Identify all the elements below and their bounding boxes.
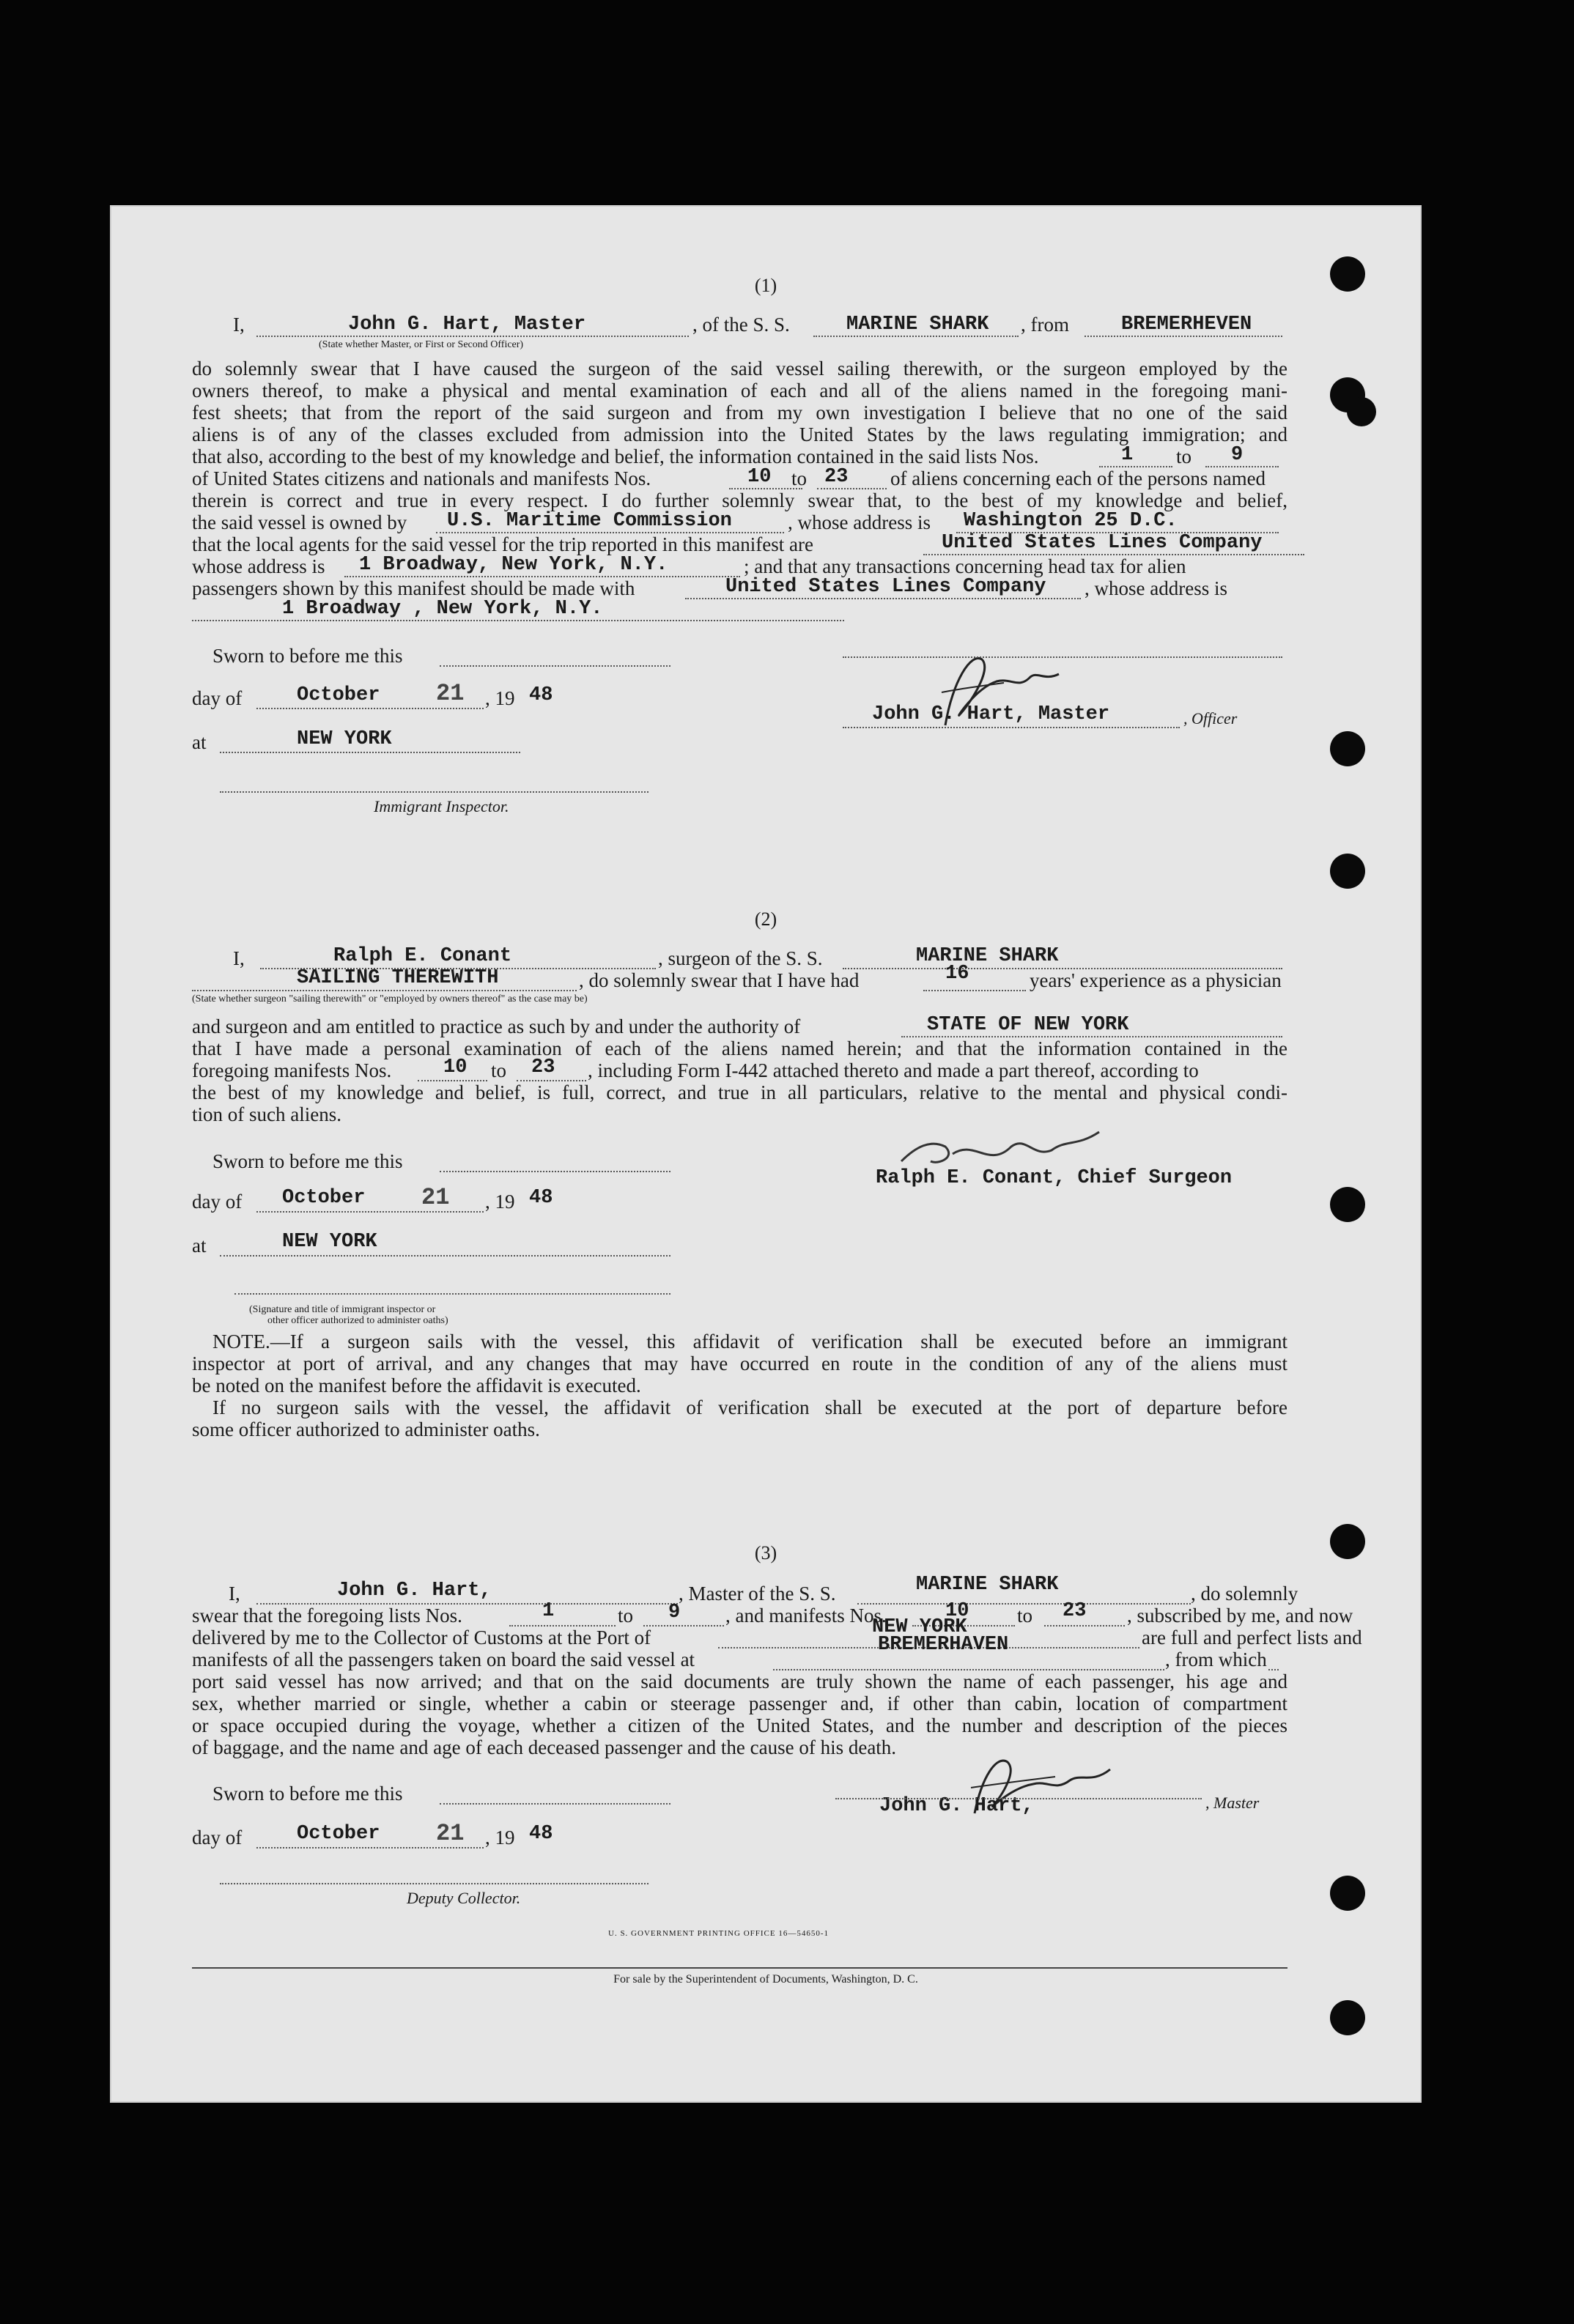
year-prefix: , 19 — [485, 1827, 515, 1849]
s2-place: NEW YORK — [282, 1231, 377, 1253]
month-value: October — [297, 684, 380, 706]
s1-line1: do solemnly swear that I have caused the surgeon of the said vessel sailing therewith, or the surgeon employed by the — [192, 358, 1287, 380]
officer-line — [843, 727, 1180, 728]
manifests-to: 23 — [824, 466, 849, 488]
s3-manifests-all: manifests of all the passengers taken on board the said vessel at — [192, 1648, 695, 1670]
s3-collector-line — [220, 1883, 649, 1884]
collector-caption: Deputy Collector. — [407, 1889, 521, 1907]
note-line-2: inspector at port of arrival, and any changes that may have occurred en route in the condition of any of the aliens must — [192, 1352, 1287, 1374]
s3-day: 21 — [436, 1820, 465, 1847]
master-signature-1 — [901, 637, 1077, 747]
day-of-label: day of — [192, 687, 243, 709]
s3-manifests-to: 23 — [1063, 1600, 1087, 1622]
to-label: to — [491, 1059, 507, 1081]
years-value: 16 — [945, 963, 969, 985]
s3-lists-from: 1 — [542, 1600, 555, 1622]
from-port-line — [1085, 336, 1282, 337]
day-line — [256, 708, 484, 709]
inspector-caption: Immigrant Inspector. — [374, 797, 509, 815]
s3-l4: of baggage, and the name and age of each deceased passenger and the cause of his death. — [192, 1736, 897, 1758]
sailing-caption: (State whether surgeon "sailing therewith" or "employed by owners thereof" as the case may be) — [192, 993, 588, 1004]
s3-sworn-line — [440, 1803, 670, 1805]
year-value: 48 — [529, 684, 553, 706]
years-line — [923, 990, 1026, 991]
owner-address: Washington 25 D.C. — [964, 510, 1178, 532]
s2-line-b1: foregoing manifests Nos. — [192, 1059, 392, 1081]
years-text: years' experience as a physician — [1030, 969, 1282, 991]
officer-name: John G. Hart, Master — [872, 703, 1110, 725]
manifests-from: 10 — [747, 466, 772, 488]
sailing-line — [192, 990, 577, 991]
owner-value: U.S. Maritime Commission — [447, 510, 732, 532]
master-caption: , Master — [1205, 1794, 1260, 1812]
s1-line6a: of United States citizens and nationals and manifests Nos. — [192, 467, 651, 489]
s3-master-sign-line — [835, 1798, 1202, 1799]
s3-master-of: , Master of the S. S. — [679, 1583, 836, 1605]
s3-from-which: , from which — [1165, 1648, 1267, 1670]
headtax-agent: United States Lines Company — [725, 576, 1046, 598]
section-number-2: (2) — [754, 908, 777, 930]
s2-manifests-from: 10 — [443, 1056, 468, 1078]
punch-hole — [1347, 397, 1376, 426]
inspector-line — [220, 791, 649, 793]
from-port-value: BREMERHEVEN — [1121, 314, 1252, 336]
s3-master-name: John G. Hart, — [337, 1580, 492, 1602]
manifest-page — [110, 205, 1422, 2103]
s3-swear-lists: swear that the foregoing lists Nos. — [192, 1605, 462, 1627]
for-sale-text: For sale by the Superintendent of Documents, Washington, D. C. — [613, 1973, 918, 1986]
s3-delivered: delivered by me to the Collector of Customs at the Port of — [192, 1627, 651, 1648]
s3-full-perfect: are full and perfect lists and — [1142, 1627, 1362, 1648]
punch-hole — [1330, 854, 1365, 889]
s2-inspector-line — [234, 1293, 670, 1295]
footer-rule — [192, 1967, 1287, 1969]
note-line-3: be noted on the manifest before the affidavit is executed. — [192, 1374, 641, 1396]
s2-auth-text: and surgeon and am entitled to practice as such by and under the authority of — [192, 1015, 801, 1037]
to-label: to — [1017, 1605, 1033, 1627]
punch-hole — [1330, 2000, 1365, 2035]
s1-line7: therein is correct and true in every respect. I do further solemnly swear that, to the best of my knowledge and belief, — [192, 489, 1287, 511]
printing-office: U. S. GOVERNMENT PRINTING OFFICE 16—54650-1 — [608, 1929, 830, 1938]
s3-l3: or space occupied during the voyage, whether a citizen of the United States, and the number and description of the pieces — [192, 1714, 1287, 1736]
sig-caption-2: other officer authorized to administer oaths) — [267, 1315, 448, 1326]
s1-line11b: , whose address is — [1085, 577, 1227, 599]
lists-to: 9 — [1231, 444, 1244, 466]
s1-line3: fest sheets; that from the report of the said surgeon and from my own investigation I believe that no one of the said — [192, 401, 1287, 423]
s2-line-c: the best of my knowledge and belief, is full, correct, and true in all particulars, relative to the mental and physical condi- — [192, 1081, 1287, 1103]
sworn-text: Sworn to before me this — [213, 1783, 403, 1805]
s3-lists-to: 9 — [668, 1602, 681, 1624]
surgeon-of: , surgeon of the S. S. — [658, 947, 823, 969]
s1-line6b: of aliens concerning each of the persons named — [890, 467, 1266, 489]
sailing-value: SAILING THEREWITH — [297, 967, 499, 989]
ship-value: MARINE SHARK — [846, 314, 989, 336]
to-label: to — [1176, 445, 1192, 467]
master-name-value: John G. Hart, Master — [348, 314, 586, 336]
s3-embark-port: BREMERHAVEN — [878, 1634, 1009, 1656]
to-label: to — [791, 467, 808, 489]
place-value: NEW YORK — [297, 728, 392, 750]
s1-line11a: passengers shown by this manifest should be made with — [192, 577, 635, 599]
section-number-3: (3) — [754, 1542, 777, 1563]
year-prefix: , 19 — [485, 1191, 515, 1213]
s2-day: 21 — [421, 1184, 450, 1211]
i-label: I, — [229, 1583, 240, 1605]
s3-port: NEW YORK — [872, 1616, 967, 1638]
at-label: at — [192, 731, 207, 753]
s3-l2: sex, whether married or single, whether a cabin or steerage passenger and, if other than cabin, location of compartment — [192, 1692, 1287, 1714]
headtax-address: 1 Broadway , New York, N.Y. — [282, 598, 603, 620]
s3-and-manifests: , and manifests Nos. — [725, 1605, 887, 1627]
of-ss-label: , of the S. S. — [692, 314, 790, 336]
sworn-text: Sworn to before me this — [213, 645, 403, 667]
officer-caption: , Officer — [1183, 709, 1238, 728]
sworn-line — [440, 665, 670, 667]
s1-line10a: whose address is — [192, 555, 325, 577]
s3-do-solemnly: , do solemnly — [1191, 1583, 1298, 1605]
note-line-1: NOTE.—If a surgeon sails with the vessel, this affidavit of verification shall be executed before an immigrant — [213, 1331, 1287, 1352]
s2-line-a: that I have made a personal examination of each of the aliens named herein; and that the information contained in the — [192, 1037, 1287, 1059]
agents-address: 1 Broadway, New York, N.Y. — [359, 554, 668, 576]
s3-manifests-from: 10 — [945, 1600, 969, 1622]
sig-caption-1: (Signature and title of immigrant inspector or — [249, 1304, 436, 1315]
punch-hole — [1330, 1187, 1365, 1222]
s3-manifests-to-line — [1044, 1625, 1125, 1627]
s1-line4: aliens is of any of the classes excluded from admission into the United States by the laws regulating immigration; and — [192, 423, 1287, 445]
at-label: at — [192, 1235, 207, 1257]
s1-line5: that also, according to the best of my knowledge and belief, the information contained in the said lists Nos. — [192, 445, 1039, 467]
swear-text: , do solemnly swear that I have had — [579, 969, 860, 991]
master-name-line — [256, 336, 689, 337]
s2-place-line — [220, 1255, 670, 1257]
i-label: I, — [233, 947, 245, 969]
punch-hole — [1330, 1876, 1365, 1911]
day-value: 21 — [436, 680, 465, 707]
s1-line9a: that the local agents for the said vessel for the trip reported in this manifest are — [192, 533, 813, 555]
place-line — [220, 752, 520, 753]
headtax-agent-line — [685, 598, 1081, 599]
s1-line2: owners thereof, to make a physical and mental examination of each and all of the aliens named in the foregoing mani- — [192, 380, 1287, 401]
s2-day-line — [256, 1211, 484, 1213]
lists-from: 1 — [1121, 444, 1134, 466]
note-line-4: If no surgeon sails with the vessel, the affidavit of verification shall be executed at the port of departure before — [213, 1396, 1287, 1418]
s2-manifests-to: 23 — [531, 1056, 555, 1078]
day-of-label: day of — [192, 1827, 243, 1849]
s3-lists-to-line — [643, 1625, 724, 1627]
surgeon-name: Ralph E. Conant — [333, 945, 512, 967]
s3-l1: port said vessel has now arrived; and that on the said documents are truly shown the name of each passenger, his age and — [192, 1670, 1287, 1692]
s1-line10b: ; and that any transactions concerning head tax for alien — [744, 555, 1186, 577]
ship-line — [813, 336, 1019, 337]
s3-year: 48 — [529, 1823, 553, 1845]
s3-month: October — [297, 1823, 380, 1845]
sworn-text: Sworn to before me this — [213, 1150, 403, 1172]
day-of-label: day of — [192, 1191, 243, 1213]
note-line-5: some officer authorized to administer oaths. — [192, 1418, 540, 1440]
i-label: I, — [233, 314, 245, 336]
s2-sworn-line — [440, 1171, 670, 1172]
surgeon-signer: Ralph E. Conant, Chief Surgeon — [876, 1167, 1233, 1189]
section-number-1: (1) — [754, 275, 777, 296]
s2-line-d: tion of such aliens. — [192, 1103, 341, 1125]
punch-hole — [1330, 731, 1365, 766]
headtax-address-line — [192, 620, 844, 621]
s2-year: 48 — [529, 1187, 553, 1209]
s1-line8a: the said vessel is owned by — [192, 511, 407, 533]
s3-day-line — [256, 1847, 484, 1849]
to-label: to — [618, 1605, 634, 1627]
master-caption: (State whether Master, or First or Second Officer) — [319, 339, 524, 350]
s3-ship: MARINE SHARK — [916, 1574, 1059, 1596]
s1-line8b: , whose address is — [788, 511, 931, 533]
s2-line-b2: , including Form I-442 attached thereto and made a part thereof, according to — [588, 1059, 1199, 1081]
s3-signer: John G. Hart, — [879, 1795, 1034, 1817]
officer-top-line — [843, 656, 1282, 658]
authority-value: STATE OF NEW YORK — [927, 1014, 1129, 1036]
year-prefix: , 19 — [485, 687, 515, 709]
s2-ship: MARINE SHARK — [916, 945, 1059, 967]
from-label: , from — [1021, 314, 1069, 336]
s2-month: October — [282, 1187, 366, 1209]
agents-value: United States Lines Company — [942, 532, 1263, 554]
s3-subscribed: , subscribed by me, and now — [1127, 1605, 1353, 1627]
